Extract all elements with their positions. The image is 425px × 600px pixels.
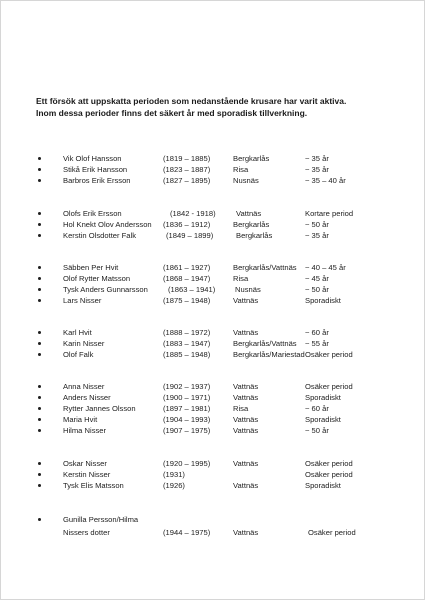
entry-period: ~ 40 – 45 år: [305, 263, 346, 272]
entry-period: Osäker period: [308, 528, 356, 537]
list-item: [0, 425, 425, 436]
list-item: [0, 392, 425, 403]
entry-period: ~ 35 – 40 år: [305, 176, 346, 185]
bullet-icon: [38, 179, 41, 182]
list-item: [0, 175, 425, 186]
list-item: [0, 262, 425, 273]
entry-name: Anders Nisser: [63, 393, 111, 402]
entry-place: Vattnäs: [233, 481, 259, 490]
entry-name: Anna Nisser: [63, 382, 105, 391]
list-item: [0, 153, 425, 164]
entry-place: Bergkarlås/Vattnäs: [233, 339, 297, 348]
entry-name: Tysk Anders Gunnarsson: [63, 285, 148, 294]
entry-period: Osäker period: [305, 350, 353, 359]
list-item: [0, 414, 425, 425]
bullet-icon: [38, 418, 41, 421]
entry-name-line-2: Nissers dotter: [63, 528, 110, 537]
entry-place: Bergkarlås: [233, 154, 270, 163]
entry-period: Osäker period: [305, 459, 353, 468]
bullet-icon: [38, 331, 41, 334]
entry-years: (1849 – 1899): [166, 231, 214, 240]
entry-period: Sporadiskt: [305, 296, 341, 305]
entry-years: (1926): [163, 481, 185, 490]
entry-place: Risa: [233, 274, 249, 283]
list-item: [0, 338, 425, 349]
entry-name: Barbros Erik Ersson: [63, 176, 131, 185]
bullet-icon: [38, 223, 41, 226]
list-item: [0, 381, 425, 392]
entry-years: (1902 – 1937): [163, 382, 211, 391]
entry-name-line-1: Gunilla Persson/Hilma: [63, 515, 139, 524]
entry-years: (1883 – 1947): [163, 339, 211, 348]
list-item: [0, 403, 425, 414]
bullet-icon: [38, 484, 41, 487]
entry-place: Vattnäs: [233, 528, 259, 537]
entry-place: Vattnäs: [233, 393, 259, 402]
entry-period: ~ 50 år: [305, 220, 329, 229]
entry-years: (1907 – 1975): [163, 426, 211, 435]
list-item: [0, 164, 425, 175]
entry-place: Vattnäs: [233, 459, 259, 468]
entry-years: (1868 – 1947): [163, 274, 211, 283]
bullet-icon: [38, 407, 41, 410]
bullet-icon: [38, 157, 41, 160]
entry-name: Vik Olof Hansson: [63, 154, 122, 163]
entry-period: ~ 45 år: [305, 274, 329, 283]
entry-period: ~ 50 år: [305, 426, 329, 435]
bullet-icon: [38, 234, 41, 237]
list-item: [0, 469, 425, 480]
entry-place: Bergkarlås/Vattnäs: [233, 263, 297, 272]
bullet-icon: [38, 462, 41, 465]
entry-period: ~ 50 år: [305, 285, 329, 294]
entry-years: (1863 – 1941): [168, 285, 216, 294]
entry-name: Olof Rytter Matsson: [63, 274, 131, 283]
entry-period: ~ 60 år: [305, 328, 329, 337]
entry-years: (1875 – 1948): [163, 296, 211, 305]
entry-period: Sporadiskt: [305, 393, 341, 402]
entry-years: (1931): [163, 470, 185, 479]
entry-name: Hilma Nisser: [63, 426, 107, 435]
entry-name: Säbben Per Hvit: [63, 263, 119, 272]
entry-place: Bergkarlås/Mariestad: [233, 350, 305, 359]
entry-name: Kerstin Olsdotter Falk: [63, 231, 137, 240]
bullet-icon: [38, 342, 41, 345]
bullet-icon: [38, 473, 41, 476]
bullet-icon: [38, 299, 41, 302]
entry-name: Kerstin Nisser: [63, 470, 111, 479]
entry-years: (1920 – 1995): [163, 459, 211, 468]
entry-period: ~ 35 år: [305, 154, 329, 163]
entry-name: Lars Nisser: [63, 296, 102, 305]
entry-years: (1885 – 1948): [163, 350, 211, 359]
heading-line-2: Inom dessa perioder finns det säkert år med sporadisk tillverkning.: [36, 108, 308, 118]
entry-period: Kortare period: [305, 209, 354, 218]
bullet-icon: [38, 385, 41, 388]
entry-years: (1904 – 1993): [163, 415, 211, 424]
bullet-icon: [38, 212, 41, 215]
entry-name: Stikå Erik Hansson: [63, 165, 128, 174]
list-item: [0, 527, 425, 538]
entry-name: Olofs Erik Ersson: [63, 209, 122, 218]
entry-period: ~ 55 år: [305, 339, 329, 348]
list-item: [0, 295, 425, 306]
entry-years: (1819 – 1885): [163, 154, 211, 163]
entry-years: (1823 – 1887): [163, 165, 211, 174]
list-item: [0, 349, 425, 360]
bullet-icon: [38, 429, 41, 432]
entry-period: ~ 60 år: [305, 404, 329, 413]
entry-period: ~ 35 år: [305, 165, 329, 174]
list-item: [0, 480, 425, 491]
entry-place: Vattnäs: [233, 328, 259, 337]
entry-years: (1836 – 1912): [163, 220, 211, 229]
entry-years: (1897 – 1981): [163, 404, 211, 413]
entry-place: Risa: [233, 165, 249, 174]
document-heading: [36, 95, 406, 119]
entry-name: Olof Falk: [63, 350, 94, 359]
list-item: [0, 219, 425, 230]
entry-name: Tysk Elis Matsson: [63, 481, 124, 490]
list-item: [0, 208, 425, 219]
entry-period: Osäker period: [305, 382, 353, 391]
bullet-icon: [38, 396, 41, 399]
entry-place: Nusnäs: [233, 176, 259, 185]
list-item: [0, 230, 425, 241]
entry-name: Oskar Nisser: [63, 459, 107, 468]
bullet-icon: [38, 266, 41, 269]
entry-period: Sporadiskt: [305, 481, 341, 490]
entry-years: (1900 – 1971): [163, 393, 211, 402]
entry-years: (1861 – 1927): [163, 263, 211, 272]
entry-name: Karin Nisser: [63, 339, 105, 348]
entry-name: Karl Hvit: [63, 328, 92, 337]
entry-years: (1827 – 1895): [163, 176, 211, 185]
entry-place: Vattnäs: [236, 209, 262, 218]
list-item: [0, 458, 425, 469]
bullet-icon: [38, 518, 41, 521]
bullet-icon: [38, 353, 41, 356]
entry-place: Vattnäs: [233, 382, 259, 391]
entry-place: Vattnäs: [233, 426, 259, 435]
entry-name: Hol Knekt Olov Andersson: [63, 220, 152, 229]
entry-period: Osäker period: [305, 470, 353, 479]
entry-place: Vattnäs: [233, 415, 259, 424]
list-item: [0, 514, 425, 525]
bullet-icon: [38, 277, 41, 280]
entry-place: Nusnäs: [235, 285, 261, 294]
entry-years: (1888 – 1972): [163, 328, 211, 337]
entry-name: Maria Hvit: [63, 415, 98, 424]
list-item: [0, 327, 425, 338]
entry-place: Vattnäs: [233, 296, 259, 305]
entry-place: Risa: [233, 404, 249, 413]
list-item: [0, 284, 425, 295]
entry-years: (1842 - 1918): [170, 209, 216, 218]
bullet-icon: [38, 168, 41, 171]
list-item: [0, 273, 425, 284]
bullet-icon: [38, 288, 41, 291]
entry-place: Bergkarlås: [236, 231, 273, 240]
entry-name: Rytter Jannes Olsson: [63, 404, 136, 413]
heading-line-1: Ett försök att uppskatta perioden som nedanstående krusare har varit aktiva.: [36, 96, 347, 106]
entry-years: (1944 – 1975): [163, 528, 211, 537]
entry-period: ~ 35 år: [305, 231, 329, 240]
entry-period: Sporadiskt: [305, 415, 341, 424]
entry-place: Bergkarlås: [233, 220, 270, 229]
